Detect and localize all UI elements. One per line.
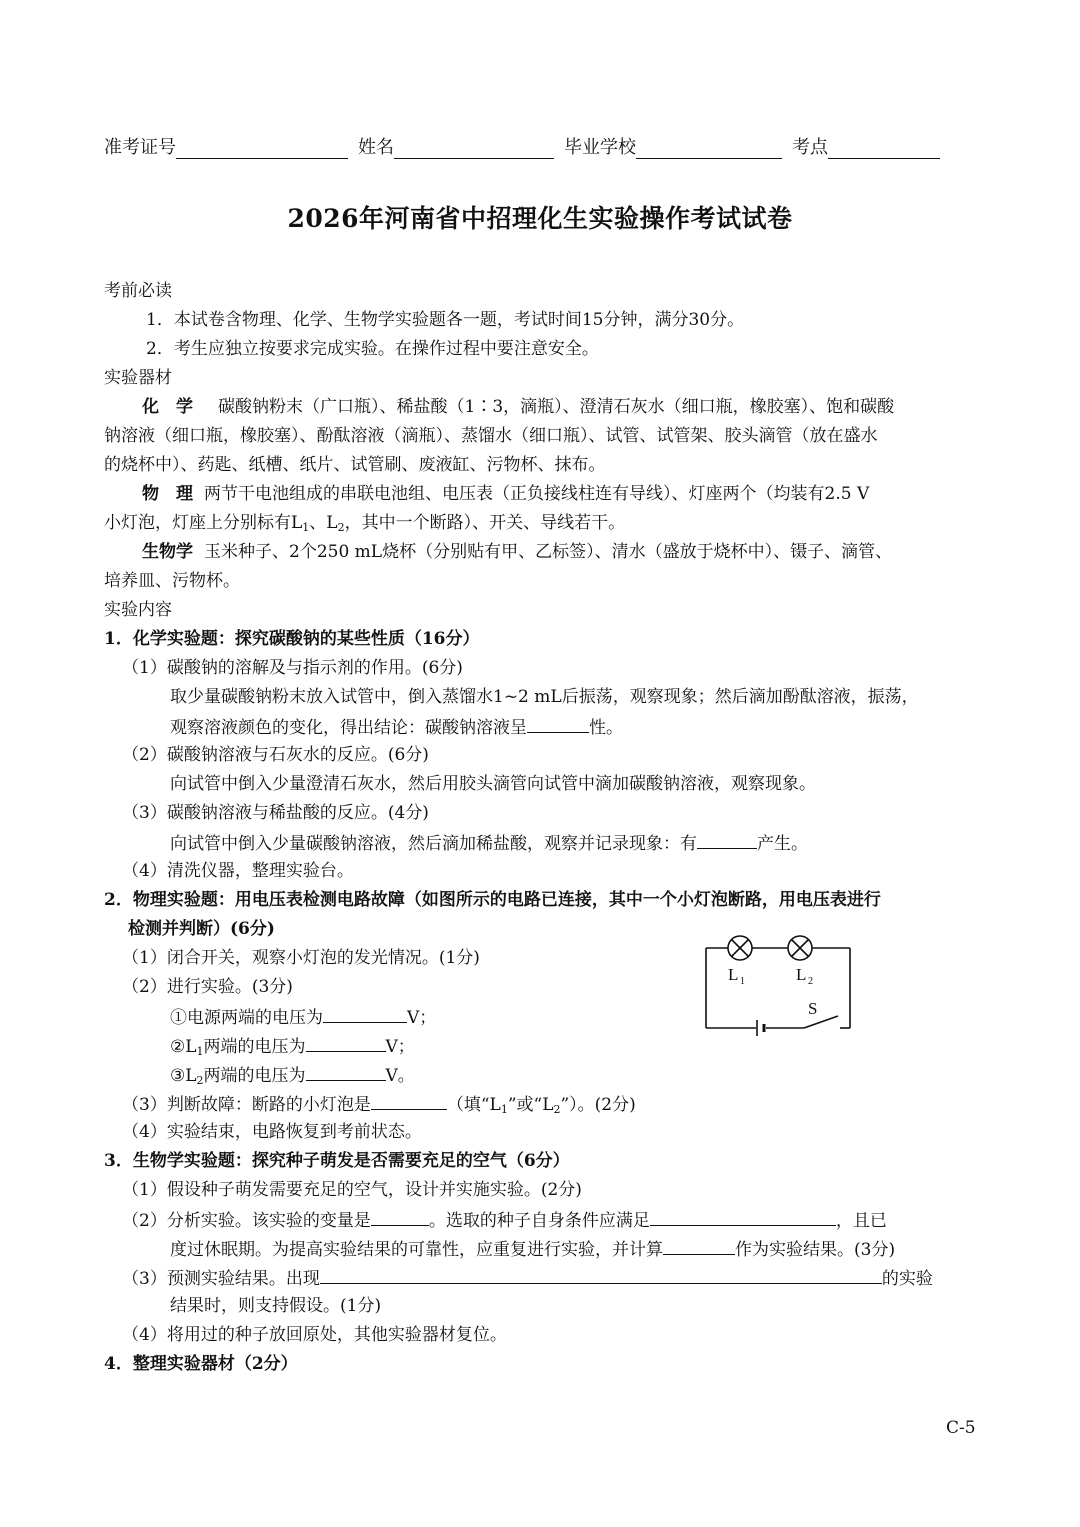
answer-blank[interactable] — [320, 1266, 882, 1284]
notice-item: 1．本试卷含物理、化学、生物学实验题各一题，考试时间15分钟，满分30分。 — [146, 310, 745, 330]
q2-text: ③L — [170, 1066, 197, 1086]
subscript: 2 — [337, 521, 345, 534]
candidate-info-line — [104, 133, 978, 159]
q2-text: （3）判断故障：断路的小灯泡是 — [122, 1095, 371, 1115]
answer-blank[interactable] — [527, 715, 589, 733]
phys-text: 小灯泡，灯座上分别标有L — [104, 513, 303, 533]
q3-text: ，且已 — [835, 1211, 887, 1231]
phys-text: ，其中一个断路）、开关、导线若干。 — [344, 513, 626, 533]
q1-part-3: （3）碳酸钠溶液与稀盐酸的反应。(4分) — [122, 803, 429, 823]
circuit-diagram — [700, 932, 860, 1038]
q2-part-3 — [122, 1092, 636, 1114]
q2-part-2: （2）进行实验。(3分) — [122, 977, 293, 997]
lamp-l1-icon — [728, 936, 752, 960]
q2-item-2 — [170, 1034, 415, 1056]
bio-label: 生物学 — [142, 542, 193, 562]
q3-part-1: （1）假设种子萌发需要充足的空气，设计并实施实验。(2分) — [122, 1180, 582, 1200]
q3-part-3 — [122, 1266, 933, 1288]
lamp-l2-icon — [788, 936, 812, 960]
question-4-title: 4．整理实验器材（2分） — [104, 1354, 298, 1374]
chem-label: 化 学 — [142, 397, 193, 417]
phys-text: 两节干电池组成的串联电池组、电压表（正负接线柱连有导线）、灯座两个（均装有2.5 V — [204, 484, 870, 504]
q3-part-4: （4）将用过的种子放回原处，其他实验器材复位。 — [122, 1325, 507, 1345]
q2-item-1 — [170, 1005, 436, 1027]
q1-part-2: （2）碳酸钠溶液与石灰水的反应。(6分) — [122, 745, 429, 765]
answer-blank[interactable] — [697, 831, 757, 849]
q1-part-1: （1）碳酸钠的溶解及与指示剂的作用。(6分) — [122, 658, 463, 678]
q2-text: V； — [385, 1037, 415, 1057]
answer-blank[interactable] — [371, 1208, 429, 1226]
q2-item-3 — [170, 1063, 415, 1085]
switch-label: S — [808, 999, 818, 1018]
phys-equipment-line — [142, 483, 869, 505]
q3-text: 作为实验结果。(3分) — [735, 1240, 896, 1260]
answer-blank[interactable] — [650, 1208, 836, 1226]
q3-part-3-text: 结果时，则支持假设。(1分) — [170, 1296, 382, 1316]
phys-equipment-line — [104, 512, 625, 534]
q2-text: 两端的电压为 — [203, 1037, 306, 1057]
subscript: 1 — [500, 1103, 508, 1116]
content-heading: 实验内容 — [104, 600, 172, 620]
chem-equipment-line: 的烧杯中）、药匙、纸槽、纸片、试管刷、废液缸、污物杯、抹布。 — [104, 455, 606, 475]
lamp-l1-label: L — [728, 965, 739, 984]
notice-item: 2．考生应独立按要求完成实验。在操作过程中要注意安全。 — [146, 339, 599, 359]
question-2-title: 2．物理实验题：用电压表检测电路故障（如图所示的电路已连接，其中一个小灯泡断路，用电压表进行 — [104, 890, 881, 910]
q1-part-1-text: 取少量碳酸钠粉末放入试管中，倒入蒸馏水1~2 mL后振荡，观察现象；然后滴加酚酞溶液，振荡， — [170, 687, 919, 707]
q2-part-1: （1）闭合开关，观察小灯泡的发光情况。(1分) — [122, 948, 480, 968]
answer-blank[interactable] — [323, 1005, 407, 1023]
answer-blank[interactable] — [306, 1063, 386, 1081]
q2-text: V； — [407, 1008, 437, 1028]
exam-site-label: 考点 — [792, 137, 828, 158]
bio-equipment-line: 培养皿、污物杯。 — [104, 571, 240, 591]
phys-label: 物 理 — [142, 484, 193, 504]
page-number: C-5 — [946, 1418, 976, 1438]
q1-text: 产生。 — [757, 834, 808, 854]
lamp-l2-subscript: 2 — [808, 976, 813, 987]
q3-text: 的实验 — [881, 1269, 933, 1289]
q2-text: ”）。(2分) — [560, 1095, 636, 1115]
question-3-title: 3．生物学实验题：探究种子萌发是否需要充足的空气（6分） — [104, 1151, 570, 1171]
q1-part-4: （4）清洗仪器，整理实验台。 — [122, 861, 354, 881]
chem-equipment-line — [142, 396, 894, 418]
q1-part-3-text — [170, 831, 808, 853]
lamp-l1-subscript: 1 — [740, 976, 745, 987]
subscript: 1 — [196, 1045, 204, 1058]
ticket-number-blank[interactable] — [176, 138, 348, 159]
answer-blank[interactable] — [371, 1092, 447, 1110]
q1-text: 观察溶液颜色的变化，得出结论：碳酸钠溶液呈 — [170, 718, 527, 738]
q2-text: 两端的电压为 — [203, 1066, 306, 1086]
name-label: 姓名 — [358, 137, 394, 158]
lamp-l2-label: L — [796, 965, 807, 984]
q3-text: （3）预测实验结果。出现 — [122, 1269, 320, 1289]
q2-text: ”或“L — [507, 1095, 554, 1115]
q2-text: （填“L — [446, 1095, 501, 1115]
ticket-number-label: 准考证号 — [104, 137, 176, 158]
exam-site-blank[interactable] — [828, 138, 940, 159]
subscript: 2 — [553, 1103, 561, 1116]
q3-text: 度过休眠期。为提高实验结果的可靠性，应重复进行实验，并计算 — [170, 1240, 663, 1260]
q2-part-4: （4）实验结束，电路恢复到考前状态。 — [122, 1122, 422, 1142]
page-title: 2026年河南省中招理化生实验操作考试试卷 — [287, 204, 793, 233]
phys-text: 、L — [309, 513, 338, 533]
q1-text: 性。 — [589, 718, 623, 738]
q2-text: ①电源两端的电压为 — [170, 1008, 323, 1028]
q3-text: （2）分析实验。该实验的变量是 — [122, 1211, 371, 1231]
subscript: 2 — [196, 1074, 204, 1087]
chem-equipment-line: 钠溶液（细口瓶，橡胶塞）、酚酞溶液（滴瓶）、蒸馏水（细口瓶）、试管、试管架、胶头滴管（放在盛水 — [104, 426, 878, 446]
answer-blank[interactable] — [306, 1034, 386, 1052]
bio-equipment-line — [142, 541, 892, 563]
bio-text: 玉米种子、2个250 mL烧杯（分别贴有甲、乙标签）、清水（盛放于烧杯中）、镊子、滴管、 — [204, 542, 893, 562]
q1-part-2-text: 向试管中倒入少量澄清石灰水，然后用胶头滴管向试管中滴加碳酸钠溶液，观察现象。 — [170, 774, 816, 794]
school-label: 毕业学校 — [564, 137, 636, 158]
q3-text: 。选取的种子自身条件应满足 — [428, 1211, 650, 1231]
q1-text: 向试管中倒入少量碳酸钠溶液，然后滴加稀盐酸，观察并记录现象：有 — [170, 834, 697, 854]
subscript: 1 — [302, 521, 310, 534]
q2-text: ②L — [170, 1037, 197, 1057]
battery-icon — [757, 1020, 764, 1036]
equipment-heading: 实验器材 — [104, 368, 172, 388]
question-2-title: 检测并判断）(6分) — [128, 919, 275, 939]
question-1-title: 1．化学实验题：探究碳酸钠的某些性质（16分） — [104, 629, 480, 649]
answer-blank[interactable] — [663, 1237, 735, 1255]
chem-text: 碳酸钠粉末（广口瓶）、稀盐酸（1∶3，滴瓶）、澄清石灰水（细口瓶，橡胶塞）、饱和碳酸 — [218, 397, 895, 417]
q2-text: V。 — [385, 1066, 415, 1086]
school-blank[interactable] — [636, 138, 782, 159]
q1-part-1-text — [170, 715, 623, 737]
notice-heading: 考前必读 — [104, 281, 172, 301]
q3-part-2-text — [170, 1237, 895, 1259]
q3-part-2 — [122, 1208, 887, 1230]
name-blank[interactable] — [394, 138, 554, 159]
